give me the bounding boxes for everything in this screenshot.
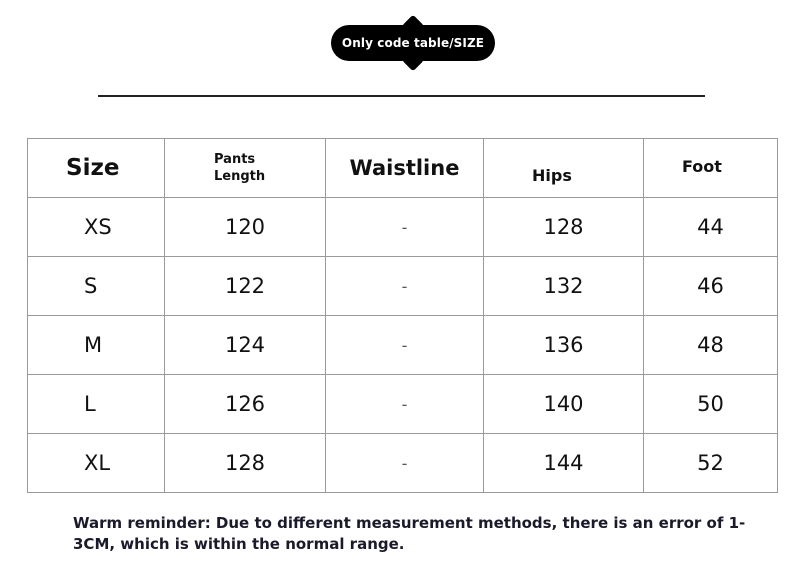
cell-hips: 144	[484, 434, 644, 493]
cell-foot: 50	[644, 375, 778, 434]
badge-label: Only code table/SIZE	[341, 36, 485, 50]
cell-waistline: -	[326, 198, 484, 257]
size-table-badge	[331, 25, 495, 61]
cell-waistline: -	[326, 257, 484, 316]
cell-pants-length: 124	[165, 316, 326, 375]
cell-pants-length: 126	[165, 375, 326, 434]
header-foot: Foot	[644, 139, 778, 198]
cell-waistline: -	[326, 316, 484, 375]
warm-reminder-note: Warm reminder: Due to different measurement methods, there is an error of 1-3CM, which is within the normal range.	[73, 514, 746, 553]
divider-line	[98, 95, 705, 97]
cell-pants-length: 128	[165, 434, 326, 493]
cell-pants-length: 120	[165, 198, 326, 257]
table-row	[28, 198, 778, 257]
cell-foot: 48	[644, 316, 778, 375]
table-row	[28, 257, 778, 316]
cell-foot: 52	[644, 434, 778, 493]
cell-waistline: -	[326, 434, 484, 493]
table-row	[28, 375, 778, 434]
cell-hips: 140	[484, 375, 644, 434]
cell-size: XL	[28, 434, 165, 493]
header-waistline: Waistline	[326, 139, 484, 198]
header-pants-line2: Length	[214, 169, 266, 184]
header-hips: Hips	[484, 139, 644, 198]
cell-size: S	[28, 257, 165, 316]
table-header-row	[28, 139, 778, 198]
cell-pants-length: 122	[165, 257, 326, 316]
cell-size: M	[28, 316, 165, 375]
table-row	[28, 316, 778, 375]
header-size: Size	[28, 139, 165, 198]
cell-waistline: -	[326, 375, 484, 434]
cell-foot: 46	[644, 257, 778, 316]
header-pants-line1: Pants	[214, 152, 256, 167]
cell-hips: 136	[484, 316, 644, 375]
cell-foot: 44	[644, 198, 778, 257]
cell-hips: 128	[484, 198, 644, 257]
cell-size: XS	[28, 198, 165, 257]
cell-size: L	[28, 375, 165, 434]
cell-hips: 132	[484, 257, 644, 316]
size-chart-table	[27, 138, 778, 493]
table-row	[28, 434, 778, 493]
header-pants-length	[165, 139, 326, 198]
